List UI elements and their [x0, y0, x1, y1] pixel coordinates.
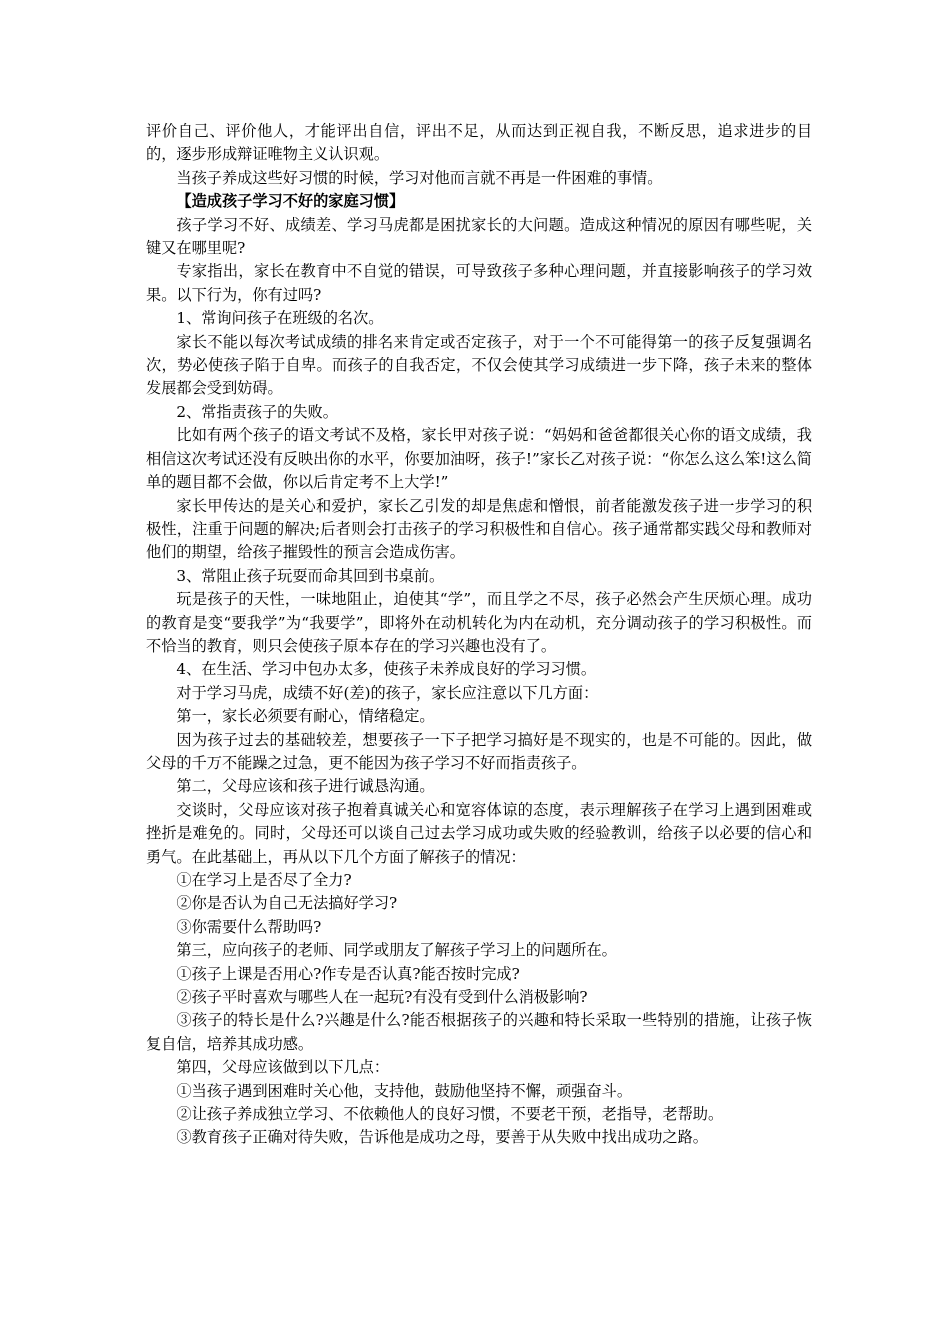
- list-item: ①孩子上课是否用心?作专是否认真?能否按时完成?: [176, 964, 520, 983]
- paragraph: 交谈时，父母应该对孩子抱着真诚关心和宽容体谅的态度，表示理解孩子在学习上遇到困难或挫折是难免的。同时，父母还可以谈自己过去学习成功或失败的经验教训，给孩子以必要的信心和勇气。在此基础上，再从以下几个方面了解孩子的情况：: [146, 800, 812, 866]
- list-item: ②让孩子养成独立学习、不依赖他人的良好习惯，不要老干预，老指导，老帮助。: [176, 1105, 724, 1124]
- paragraph: 孩子学习不好、成绩差、学习马虎都是困扰家长的大问题。造成这种情况的原因有哪些呢，关键又在哪里呢?: [146, 215, 812, 258]
- list-item: 4、在生活、学习中包办太多，使孩子未养成良好的学习习惯。: [176, 660, 597, 679]
- paragraph: 第四，父母应该做到以下几点：: [176, 1058, 390, 1077]
- paragraph: 第三，应向孩子的老师、同学或朋友了解孩子学习上的问题所在。: [176, 941, 617, 960]
- paragraph: 专家指出，家长在教育中不自觉的错误，可导致孩子多种心理问题，并直接影响孩子的学习效果。以下行为，你有过吗?: [146, 262, 812, 304]
- paragraph: 比如有两个孩子的语文考试不及格，家长甲对孩子说：“妈妈和爸爸都很关心你的语文成绩，我相信这次考试还没有反映出你的水平，你要加油呀，孩子!”家长乙对孩子说：“你怎么这么笨!这么简单的题目都不会做，你以后肯定考不上大学!”: [146, 426, 812, 492]
- paragraph: 家长甲传达的是关心和爱护，家长乙引发的却是焦虑和憎恨，前者能激发孩子进一步学习的积极性，注重于问题的解决;后者则会打击孩子的学习积极性和自信心。孩子通常都实践父母和教师对他们的期望，给孩子摧毁性的预言会造成伤害。: [146, 496, 812, 562]
- list-item: ③孩子的特长是什么?兴趣是什么?能否根据孩子的兴趣和特长采取一些特别的措施，让孩子恢复自信，培养其成功感。: [146, 1011, 812, 1053]
- paragraph: 第一，家长必须要有耐心，情绪稳定。: [176, 707, 435, 726]
- paragraph: 当孩子养成这些好习惯的时候，学习对他而言就不再是一件困难的事情。: [176, 168, 663, 187]
- paragraph: 对于学习马虎，成绩不好(差)的孩子，家长应注意以下几方面：: [176, 683, 599, 702]
- paragraph: 第二，父母应该和孩子进行诚恳沟通。: [176, 777, 435, 796]
- list-item: ③教育孩子正确对待失败，告诉他是成功之母，要善于从失败中找出成功之路。: [176, 1128, 708, 1147]
- paragraph: 玩是孩子的天性，一味地阻止，迫使其“学”，而且学之不尽，孩子必然会产生厌烦心理。成功的教育是变“要我学”为“我要学”，即将外在动机转化为内在动机，充分调动孩子的学习积极性。而不恰当的教育，则只会使孩子原本存在的学习兴趣也没有了。: [146, 590, 812, 655]
- document-body: [146, 120, 812, 1150]
- paragraph: 家长不能以每次考试成绩的排名来肯定或否定孩子，对于一个不可能得第一的孩子反复强调名次，势必使孩子陷于自卑。而孩子的自我否定，不仅会使其学习成绩进一步下降，孩子未来的整体发展都会受到妨碍。: [146, 332, 812, 398]
- list-item: ②你是否认为自己无法搞好学习?: [176, 894, 398, 913]
- list-item: 2、常指责孩子的失败。: [176, 402, 338, 421]
- paragraph: 因为孩子过去的基础较差，想要孩子一下子把学习搞好是不现实的，也是不可能的。因此，做父母的千万不能躁之过急，更不能因为孩子学习不好而指责孩子。: [146, 730, 812, 772]
- list-item: ③你需要什么帮助吗?: [176, 917, 322, 936]
- list-item: ①在学习上是否尽了全力?: [176, 871, 352, 889]
- list-item: 1、常询问孩子在班级的名次。: [176, 309, 384, 328]
- paragraph: 评价自己、评价他人，才能评出自信，评出不足，从而达到正视自我，不断反思，追求进步的目的，逐步形成辩证唯物主义认识观。: [146, 122, 812, 164]
- list-item: ①当孩子遇到困难时关心他，支持他，鼓励他坚持不懈，顽强奋斗。: [176, 1081, 633, 1100]
- list-item: 3、常阻止孩子玩耍而命其回到书桌前。: [176, 566, 445, 585]
- section-heading: 【造成孩子学习不好的家庭习惯】: [176, 192, 405, 211]
- list-item: ②孩子平时喜欢与哪些人在一起玩?有没有受到什么消极影响?: [176, 988, 588, 1007]
